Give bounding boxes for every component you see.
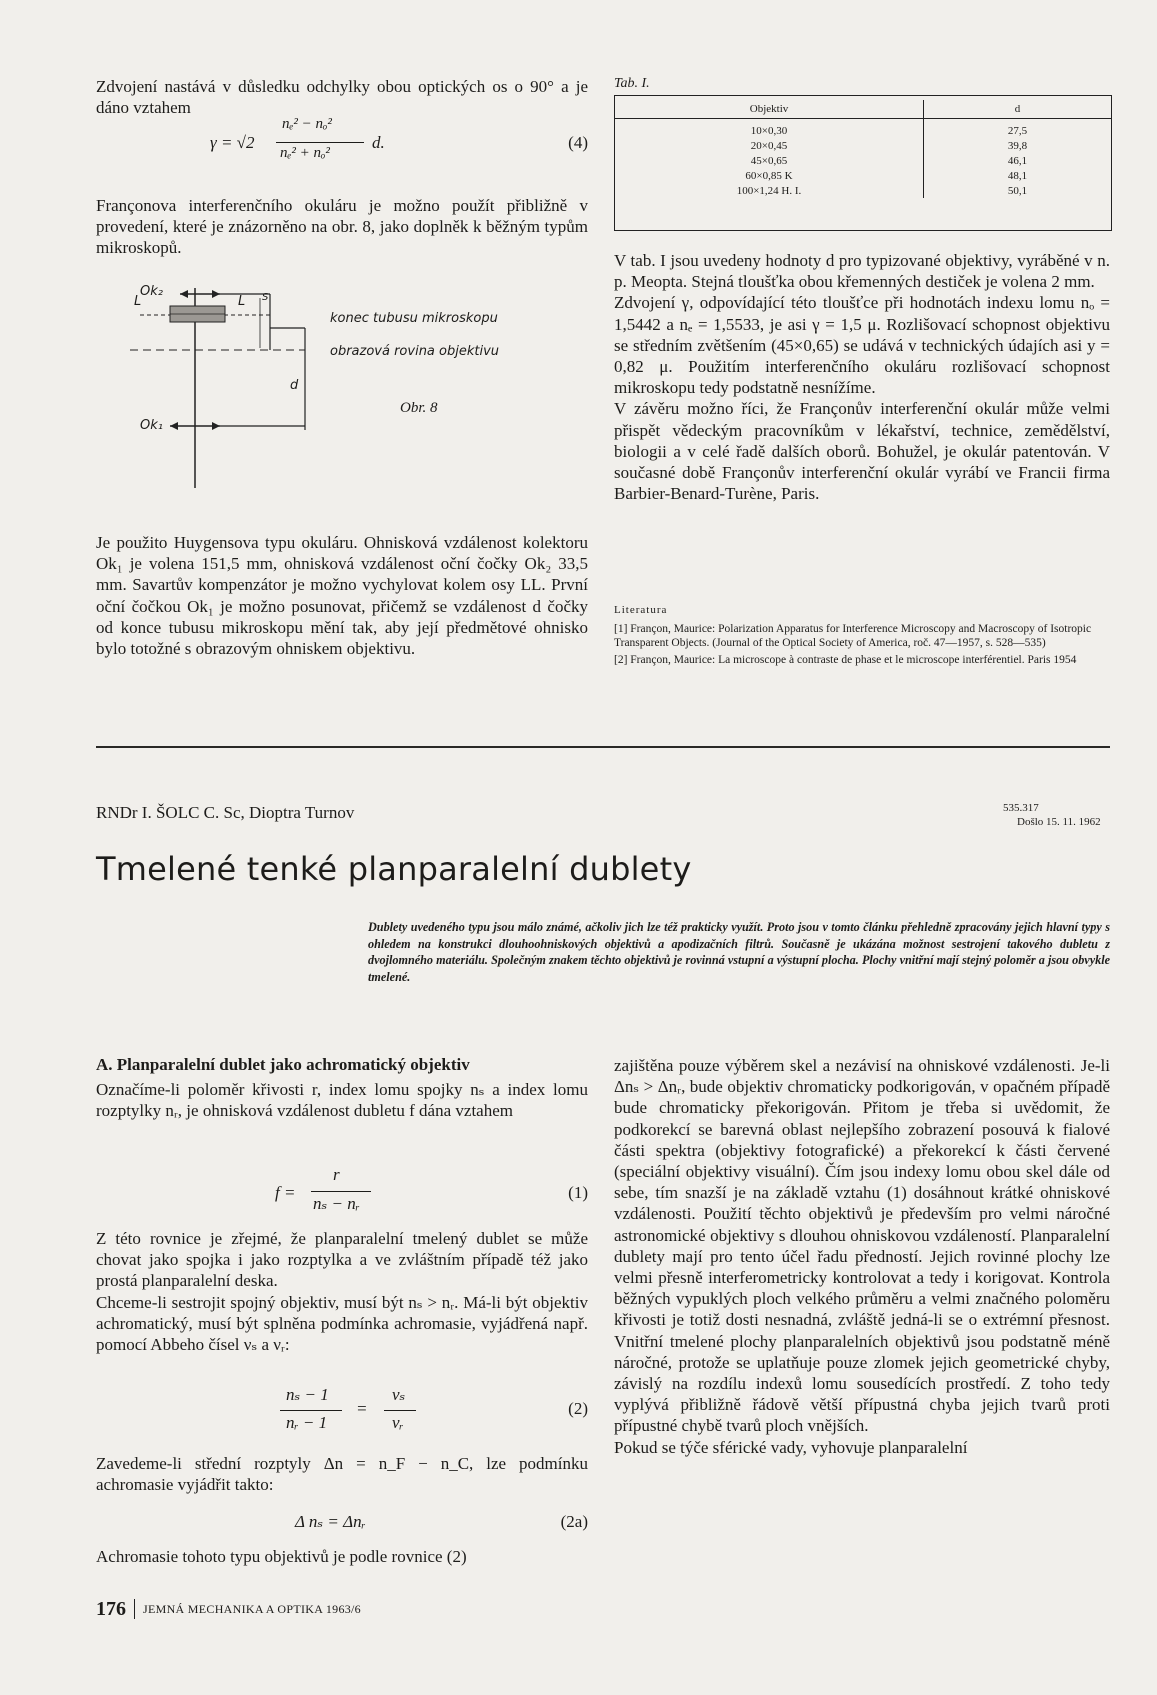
paragraph: Chceme-li sestrojit spojný objektiv, musí být nₛ > nᵣ. Má-li být objektiv achromatický, musí být splněna podmínka achromasie, vyjádřená např. pomocí Abbeho čísel νₛ a νᵣ: [96,1292,588,1355]
paragraph: Zdvojení nastává v důsledku odchylky obou optických os o 90° a je dáno vztahem [96,77,588,118]
eq2a-number: (2a) [560,1512,588,1531]
table-cell: 20×0,45 [615,138,924,153]
eq1-number: (1) [568,1183,588,1202]
abstract-text: Dublety uvedeného typu jsou málo známé, ačkoliv jich lze též prakticky využít. Proto jsou v tomto článku přehledně zpracovány jejich hlavní typy s ohledem na konstrukci dlouhoohniskových objektivů a apodizačních filtrů. Současně je ukázána možnost sestrojení takového dubletu z dvojlomného materiálu. Společným znakem těchto objektivů je rovinná vstupní a výstupní plocha. Plochy vnitřní mají stejný poloměr a jsou obvykle tmelené. [368,920,1110,984]
table-row [615,138,1111,153]
section-heading: A. Planparalelní dublet jako achromatický objektiv [96,1055,470,1074]
table-title: Tab. I. [614,76,650,91]
table-frame [614,95,1112,231]
figure-8 [120,278,560,498]
tube-end-label: konec tubusu mikroskopu [330,311,498,326]
literature-heading: Literatura [614,604,668,616]
table-cell: 46,1 [1007,154,1028,167]
table-row [615,183,1111,198]
bottom-right-column [614,1055,1110,1458]
top-left-column [96,76,588,118]
header-objektiv: Objektiv [615,100,924,119]
paragraph: Françonova interferenčního okuláru je možno použít přibližně v provedení, které je znázorněno na obr. 8, jako doplněk k běžným typům mikroskopů. [96,196,588,258]
table-cell: 39,8 [1007,139,1028,152]
equation-4 [210,118,588,166]
table-header-row [615,100,1111,119]
eq1-lhs: f = [275,1183,296,1202]
l-right-label: L [238,294,246,309]
ok2-label: Ok₂ [140,284,163,299]
literature [614,604,1110,667]
table-cell: 27,5 [1007,124,1028,137]
eq2-equals: = [356,1399,368,1418]
author-line: RNDr I. ŠOLC C. Sc, Dioptra Turnov [96,803,355,822]
paragraph: Pokud se týče sférické vady, vyhovuje planparalelní [614,1437,968,1457]
figure-caption: Obr. 8 [400,400,438,416]
reference-2: [2] Françon, Maurice: La microscope à contraste de phase et le microscope interférentiel. Paris 1954 [614,654,1077,666]
received-date: Došlo 15. 11. 1962 [1017,816,1101,828]
footer-separator [134,1599,135,1619]
eq2a-expression: Δ nₛ = Δnᵣ [295,1512,366,1531]
paragraph: Z této rovnice je zřejmé, že planparalelní tmelený dublet se může chovat jako spojka i jako rozptylka a ve zvláštním případě též jako prostá planparalelní deska. [96,1229,588,1291]
top-right-column [614,250,1110,504]
table-cell: 10×0,30 [615,119,924,139]
d-label: d [290,378,299,393]
abstract [368,919,1110,985]
header-d: d [1014,103,1021,115]
table-cell: 50,1 [1007,184,1028,197]
l-left-label: L [134,294,142,309]
eq1-fraction-bar [311,1191,371,1192]
table-row [615,119,1111,139]
eq2-left-denominator: nᵣ − 1 [286,1413,328,1432]
section-divider [96,746,1110,748]
eq4-numerator: nₑ² − nₒ² [282,116,332,132]
eq1-numerator: r [333,1165,340,1184]
journal-name: JEMNÁ MECHANIKA A OPTIKA 1963/6 [143,1601,361,1616]
eq2-right-bar [384,1410,416,1411]
paragraph: Achromasie tohoto typu objektivů je podle rovnice (2) [96,1547,467,1566]
bottom-left-column-3 [96,1453,588,1495]
equation-1 [275,1165,588,1217]
paragraph: Zavedeme-li střední rozptyly Δn = n_F − n_C, lze podmínku achromasie vyjádřit takto: [96,1454,588,1495]
bottom-left-column-2 [96,1228,588,1355]
paragraph: Označíme-li poloměr křivosti r, index lomu spojky nₛ a index lomu rozptylky nᵣ, je ohnisková vzdálenost dubletu f dána vztahem [96,1080,588,1121]
table-cell: 45×0,65 [615,153,924,168]
top-left-column-2 [96,195,588,259]
s-label: S [262,292,269,303]
top-left-column-3 [96,532,588,659]
bottom-left-column [96,1055,588,1121]
table-cell: 100×1,24 H. I. [615,183,924,198]
reference-1: [1] Françon, Maurice: Polarization Apparatus for Interference Microscopy and Macroscopy of Isotropic Transparent Objects. (Journal of the Optical Society of America, roč. 47—1957, s. 528—535) [614,623,1092,649]
objective-table [615,100,1111,198]
equation-2a [295,1512,588,1536]
table-row [615,168,1111,183]
paragraph: zajištěna pouze výběrem skel a nezávisí na ohniskové vzdálenosti. Je-li Δnₛ > Δnᵣ, bude objektiv chromaticky podkorigován, v opačném případě bude chromaticky překorigován. Přitom je třeba si uvědomit, že podkorekcí se barevná oblast nejlepšího zobrazení posouvá k fialové části spektra (objektivy fotografické) a překorekcí k části červené (speciální objektivy visuální). Čím jsou indexy lomu obou skel dále od sebe, tím snazší je na základě vztahu (1) dosáhnout krátké ohniskové vzdálenosti. Použití těchto objektivů je především pro velmi náročné astronomické objektivy s dlouhou ohniskovou vzdáleností. Planparalelní dublety mají pro tento účel řadu předností. Jejich rovinné plochy lze velmi přesně interferometricky kontrolovat a tedy i korigovat. Kontrola běžných vypuklých ploch velkého průměru a velmi značného poloměru křivosti je totiž dosti nesnadná, zvláště jedná-li se o extrémní přesnost. Vnitřní tmelené plochy planparalelních objektivů jsou podstatně méně náročné, protože se uplatňuje pouze zlomek jejich geometrické chyby, závislý na rozdílu indexů lomu sousedících prostředí. Z toho tedy vyplývá přibližně řádově větší přípustná chyba jejich tvarů proti přípustné chybě tvarů ploch vnějších. [614,1056,1110,1436]
eq4-denominator: nₑ² + nₒ² [280,145,330,161]
table-cell: 48,1 [1007,169,1028,182]
article-title: Tmelené tenké planparalelní dublety [96,850,692,888]
udc-code: 535.317 [1003,802,1039,814]
paragraph: Je použito Huygensova typu okuláru. Ohnisková vzdálenost kolektoru Ok₁ je volena 151,5 mm, ohnisková vzdálenost oční čočky Ok₂ 33,5 mm. Savartův kompenzátor je možno vychylovat kolem osy LL. První oční čočkou Ok₁ je možno posunovat, přičemž se vzdálenost d čočky od konce tubusu mikroskopu mění tak, aby její předmětové ohnisko bylo totožné s obrazovým ohniskem objektivu. [96,533,588,659]
equation-2 [280,1385,588,1437]
table-row [615,153,1111,168]
page-footer [96,1597,361,1621]
paragraph: V tab. I jsou uvedeny hodnoty d pro typizované objektivy, vyráběné v n. p. Meopta. Stejná tloušťka obou křemenných destiček je volena 2 mm. [614,251,1110,292]
eq4-lhs: γ = √2 [210,133,255,152]
eq1-denominator: nₛ − nᵣ [313,1194,360,1213]
bottom-left-column-4 [96,1546,588,1567]
eq4-fraction-bar [276,142,364,143]
table-cell: 60×0,85 K [615,168,924,183]
eq2-number: (2) [568,1399,588,1418]
eq2-left-numerator: nₛ − 1 [286,1385,329,1404]
paragraph: V závěru možno říci, že Françonův interferenční okulár může velmi přispět vědeckým pracovníkům v lékařství, technice, zemědělství, biologii a v celé řadě dalších oborů. Bohužel, je okulár patentován. V současné době Françonův interferenční okulár vyrábí ve Francii firma Barbier-Benard-Turène, Paris. [614,399,1110,504]
eq4-tail: d. [372,133,385,152]
image-plane-label: obrazová rovina objektivu [330,344,500,359]
paragraph: Zdvojení γ, odpovídající této tloušťce při hodnotách indexu lomu nₒ = 1,5442 a nₑ = 1,5533, je asi γ = 1,5 μ. Rozlišovací schopnost objektivu se středním zvětšením (45×0,65) se udává v technických údajích asi y = 0,82 μ. Použitím interferenčního okuláru rozlišovací schopnost mikroskopu tedy podstatně nesnížíme. [614,293,1110,398]
eq4-number: (4) [568,133,588,152]
page-number: 176 [96,1597,126,1620]
ok1-label: Ok₁ [140,418,163,433]
eq2-right-numerator: νₛ [392,1385,406,1404]
eq2-left-bar [280,1410,342,1411]
eq2-right-denominator: νᵣ [392,1413,404,1432]
